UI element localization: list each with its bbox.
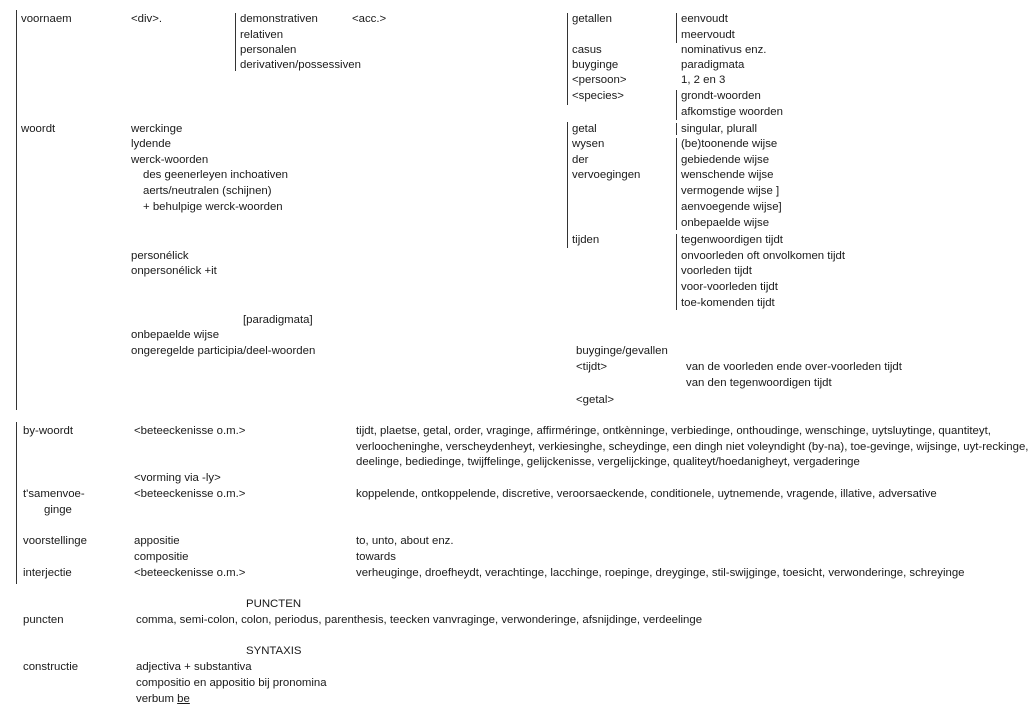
voorstellinge-right: to, unto, about enz.: [356, 535, 454, 547]
voornaem-type: relativen: [240, 29, 284, 41]
bywoordt-note: <beteeckenisse o.m.>: [134, 425, 246, 437]
woordt-subtype: des geenerleyen inchoativen: [143, 169, 289, 181]
voornaem-prop: <persoon>: [572, 74, 627, 86]
bywoordt-line: verloocheninghe, verscheydenheyt, verkiesinghe, scheydinge, een dingh niet voleyndight (by-na), toe-gevinge, wijsinge, uyt-reckinge,: [356, 441, 1029, 453]
woordt-person: personélick: [131, 250, 189, 262]
syntaxis-line: adjectiva + substantiva: [136, 661, 252, 673]
tsamenvoeginge-note: <beteeckenisse o.m.>: [134, 488, 246, 500]
woordt-subtype: aerts/neutralen (schijnen): [143, 185, 272, 197]
woordt-tijden-value: toe-komenden tijdt: [681, 297, 775, 309]
woordt-prop: der: [572, 154, 589, 166]
voornaem-div: <div>.: [131, 13, 163, 25]
voornaem-types-bracket: [235, 13, 236, 71]
getallen-bracket: [676, 13, 677, 43]
woordt-paradigmata: [paradigmata]: [243, 314, 313, 326]
woordt-label: woordt: [21, 123, 56, 135]
voorstellinge-label: voorstellinge: [23, 535, 87, 547]
wysen-bracket: [676, 138, 677, 230]
getal-bracket: [676, 123, 677, 135]
voornaem-type: personalen: [240, 44, 297, 56]
voornaem-prop: buyginge: [572, 59, 619, 71]
woordt-type: werck-woorden: [131, 154, 209, 166]
woordt-wysen-value: vermogende wijse ]: [681, 185, 780, 197]
voornaem-label: voornaem: [21, 13, 72, 25]
species-bracket: [676, 90, 677, 120]
woordt-type: werckinge: [131, 123, 183, 135]
woordt-subtype: + behulpige werck-woorden: [143, 201, 283, 213]
voornaem-prop: casus: [572, 44, 602, 56]
syntaxis-verbum: verbum: [136, 693, 174, 705]
puncten-heading: PUNCTEN: [246, 598, 302, 610]
voorstellinge-left: compositie: [134, 551, 189, 563]
bywoordt-vorming: <vorming via -ly>: [134, 472, 221, 484]
voornaem-prop: getallen: [572, 13, 612, 25]
bywoordt-label: by-woordt: [23, 425, 74, 437]
syntaxis-be: be: [177, 693, 190, 705]
right-props-bar-top: [567, 13, 568, 105]
interjectie-values: verheuginge, droefheydt, verachtinge, lacchinge, roepinge, dreyginge, stil-swijginge, toesicht, verwonderinge, schreyinge: [356, 567, 965, 579]
woordt-wysen-value: gebiedende wijse: [681, 154, 770, 166]
woordt-wysen-value: aenvoegende wijse]: [681, 201, 782, 213]
margin-bar-top: [16, 10, 17, 410]
woordt-wysen-value: (be)toonende wijse: [681, 138, 778, 150]
woordt-tijden-value: voorleden tijdt: [681, 265, 752, 277]
voornaem-type: derivativen/possessiven: [240, 59, 361, 71]
woordt-getal-label: <getal>: [576, 394, 615, 406]
voornaem-acc: <acc.>: [352, 13, 387, 25]
puncten-label: puncten: [23, 614, 64, 626]
voornaem-value: eenvoudt: [681, 13, 728, 25]
woordt-person: onpersonélick +it: [131, 265, 217, 277]
voornaem-value: nominativus enz.: [681, 44, 767, 56]
woordt-prop: getal: [572, 123, 597, 135]
right-props-bar-woordt: [567, 122, 568, 248]
woordt-extra: onbepaelde wijse: [131, 329, 220, 341]
interjectie-label: interjectie: [23, 567, 72, 579]
margin-bar-bottom: [16, 422, 17, 584]
voornaem-value: grondt-woorden: [681, 90, 761, 102]
voorstellinge-left: appositie: [134, 535, 180, 547]
voornaem-value: afkomstige woorden: [681, 106, 783, 118]
woordt-wysen-value: onbepaelde wijse: [681, 217, 770, 229]
voornaem-prop: <species>: [572, 90, 624, 102]
bywoordt-line: deelinge, bediedinge, twijffelinge, gelijckenisse, vergelijckinge, qualiteyt/hoedanigheyt, vergaderinge: [356, 456, 860, 468]
woordt-tijdt-value: van de voorleden ende over-voorleden tijdt: [686, 361, 902, 373]
syntaxis-verbum-line: [136, 692, 190, 706]
woordt-tijden-value: voor-voorleden tijdt: [681, 281, 778, 293]
woordt-prop: vervoegingen: [572, 169, 641, 181]
tsamenvoeginge-label: t'samenvoe-: [23, 488, 85, 500]
woordt-tijden-value: tegenwoordigen tijdt: [681, 234, 783, 246]
woordt-buyginge-label: buyginge/gevallen: [576, 345, 668, 357]
tsamenvoeginge-label-cont: ginge: [44, 504, 72, 516]
interjectie-note: <beteeckenisse o.m.>: [134, 567, 246, 579]
woordt-tijdt-label: <tijdt>: [576, 361, 608, 373]
puncten-values: comma, semi-colon, colon, periodus, parenthesis, teecken vanvraginge, verwonderinge, afsnijdinge, verdeelinge: [136, 614, 703, 626]
woordt-tijden-value: onvoorleden oft onvolkomen tijdt: [681, 250, 846, 262]
voornaem-type: demonstrativen: [240, 13, 318, 25]
voornaem-value: paradigmata: [681, 59, 745, 71]
tsamenvoeginge-values: koppelende, ontkoppelende, discretive, veroorsaeckende, conditionele, uytnemende, vragende, illative, adversative: [356, 488, 937, 500]
woordt-wysen-value: wenschende wijse: [681, 169, 774, 181]
syntaxis-line: compositio en appositio bij pronomina: [136, 677, 327, 689]
woordt-type: lydende: [131, 138, 171, 150]
woordt-prop: wysen: [572, 138, 605, 150]
woordt-getal-value: singular, plurall: [681, 123, 757, 135]
woordt-tijden-label: tijden: [572, 234, 600, 246]
syntaxis-label: constructie: [23, 661, 79, 673]
tijden-bracket: [676, 234, 677, 310]
voorstellinge-right: towards: [356, 551, 396, 563]
woordt-tijdt-value: van den tegenwoordigen tijdt: [686, 377, 832, 389]
woordt-extra: ongeregelde participia/deel-woorden: [131, 345, 316, 357]
voornaem-value: meervoudt: [681, 29, 735, 41]
bywoordt-line: tijdt, plaetse, getal, order, vraginge, affirméringe, ontkènninge, verbiedinge, onthoudinge, wenschinge, uytsluytinge, quantiteyt,: [356, 425, 991, 437]
voornaem-value: 1, 2 en 3: [681, 74, 726, 86]
syntaxis-heading: SYNTAXIS: [246, 645, 302, 657]
